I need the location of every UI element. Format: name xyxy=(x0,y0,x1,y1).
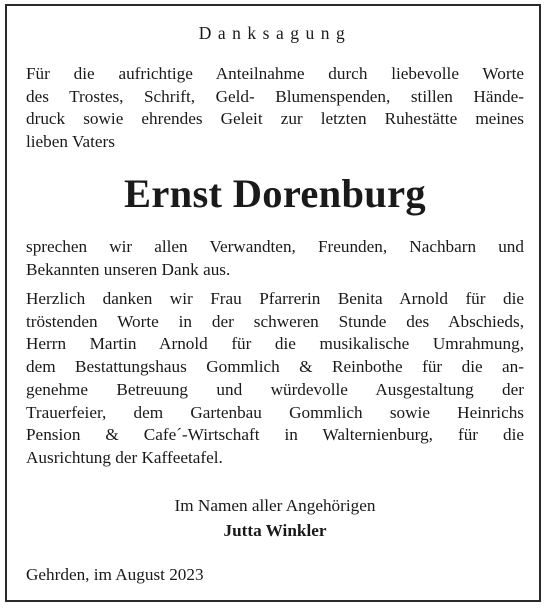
special-thanks-line: Pension & Cafe´-Wirtschaft in Walternienburg, für die xyxy=(26,425,524,445)
special-thanks-line: tröstenden Worte in der schweren Stunde des Abschieds, xyxy=(26,311,524,331)
intro-line: druck sowie ehrendes Geleit zur letzten Ruhestätte meines xyxy=(26,109,524,129)
special-thanks-line: genehme Betreuung und würdevolle Ausgestaltung der xyxy=(26,379,524,399)
notice-heading: Danksagung xyxy=(198,23,352,43)
intro-line: lieben Vaters xyxy=(26,132,115,152)
intro-paragraph xyxy=(26,63,524,154)
special-thanks-line: Herrn Martin Arnold für die musikalische Umrahmung, xyxy=(26,334,524,354)
thanks-line: sprechen wir allen Verwandten, Freunden, Nachbarn und xyxy=(26,237,524,256)
special-thanks-line: Herzlich danken wir Frau Pfarrerin Benita Arnold für die xyxy=(26,289,524,308)
special-thanks-line: dem Bestattungshaus Gommlich & Reinbothe für die an- xyxy=(26,357,524,377)
place-date: Gehrden, im August 2023 xyxy=(26,565,204,584)
thanks-line: Bekannten unseren Dank aus. xyxy=(26,259,231,279)
special-thanks-paragraph xyxy=(26,288,524,470)
intro-line: des Trostes, Schrift, Geld- Blumenspenden, stillen Hände- xyxy=(26,86,524,106)
signature-name: Jutta Winkler xyxy=(223,521,327,540)
thanks-paragraph xyxy=(26,236,524,281)
special-thanks-line: Trauerfeier, dem Gartenbau Gommlich sowie Heinrichs xyxy=(26,402,524,422)
signature-intro: Im Namen aller Angehörigen xyxy=(174,496,376,515)
special-thanks-line: Ausrichtung der Kaffeetafel. xyxy=(26,447,223,467)
intro-line: Für die aufrichtige Anteilnahme durch liebevolle Worte xyxy=(26,64,524,83)
deceased-name: Ernst Dorenburg xyxy=(124,171,426,216)
